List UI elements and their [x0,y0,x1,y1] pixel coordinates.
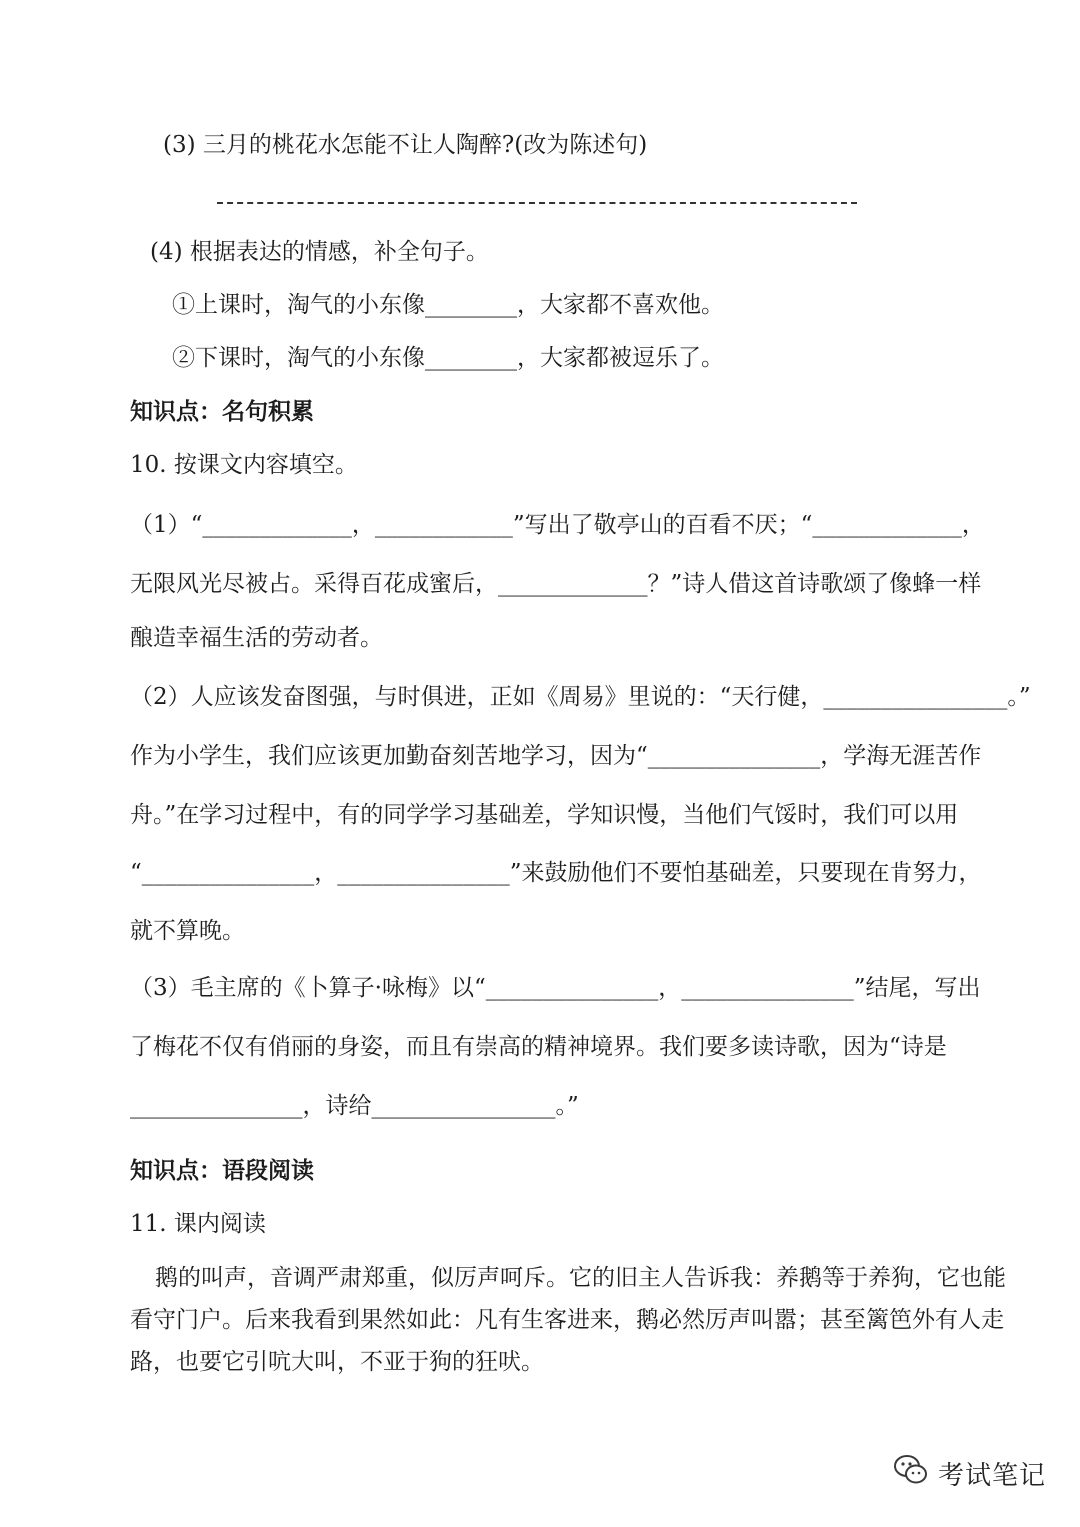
passage-line1: 鹅的叫声，音调严肃郑重，似厉声呵斥。它的旧主人告诉我：养鹅等于养狗，它也能 [155,1265,1006,1291]
sentence-2: ②下课时，淘气的小东像________，大家都被逗乐了。 [172,345,724,371]
answer-blank-line [217,202,857,204]
q10-part3-line2: 了梅花不仅有俏丽的身姿，而且有崇高的精神境界。我们要多读诗歌，因为“诗是 [130,1034,947,1060]
q10-part2-line5: 就不算晚。 [130,918,245,944]
q10-part2-line4: “_______________，_______________”来鼓励他们不要怕基础差，只要现在肯努力， [130,860,982,886]
passage-line2: 看守门户。后来我看到果然如此：凡有生客进来，鹅必然厉声叫嚣；甚至篱笆外有人走 [130,1307,1004,1333]
question-9-4: (4) 根据表达的情感，补全句子。 [150,239,489,265]
watermark-brand: 考试笔记 [938,1461,1047,1491]
q10-part3-line1: （3）毛主席的《卜算子·咏梅》以“_______________，_______________”结尾，写出 [130,975,981,1001]
sentence-1: ①上课时，淘气的小东像________，大家都不喜欢他。 [172,292,724,318]
section-heading-passage-reading: 知识点：语段阅读 [130,1157,314,1184]
q10-part2-line1: （2）人应该发奋图强，与时俱进，正如《周易》里说的：“天行健，________________。” [130,684,1031,710]
wechat-icon [893,1452,929,1488]
question-10: 10. 按课文内容填空。 [130,452,358,478]
section-heading-famous-lines: 知识点：名句积累 [130,398,314,425]
question-11: 11. 课内阅读 [130,1211,266,1237]
q10-part1-line1: （1）“_____________，____________”写出了敬亭山的百看不厌；“_____________， [130,512,985,538]
q10-part1-line3: 酿造幸福生活的劳动者。 [130,625,383,651]
q10-part1-line2: 无限风光尽被占。采得百花成蜜后，_____________？”诗人借这首诗歌颂了像蜂一样 [130,571,982,597]
q10-part2-line3: 舟。”在学习过程中，有的同学学习基础差，学知识慢，当他们气馁时，我们可以用 [130,802,959,828]
passage-line3: 路，也要它引吭大叫，不亚于狗的狂吠。 [130,1349,544,1375]
q10-part2-line2: 作为小学生，我们应该更加勤奋刻苦地学习，因为“_______________，学海无涯苦作 [130,743,982,769]
question-9-3: (3) 三月的桃花水怎能不让人陶醉?(改为陈述句) [163,132,648,158]
q10-part3-line3: _______________，诗给________________。” [130,1093,579,1119]
